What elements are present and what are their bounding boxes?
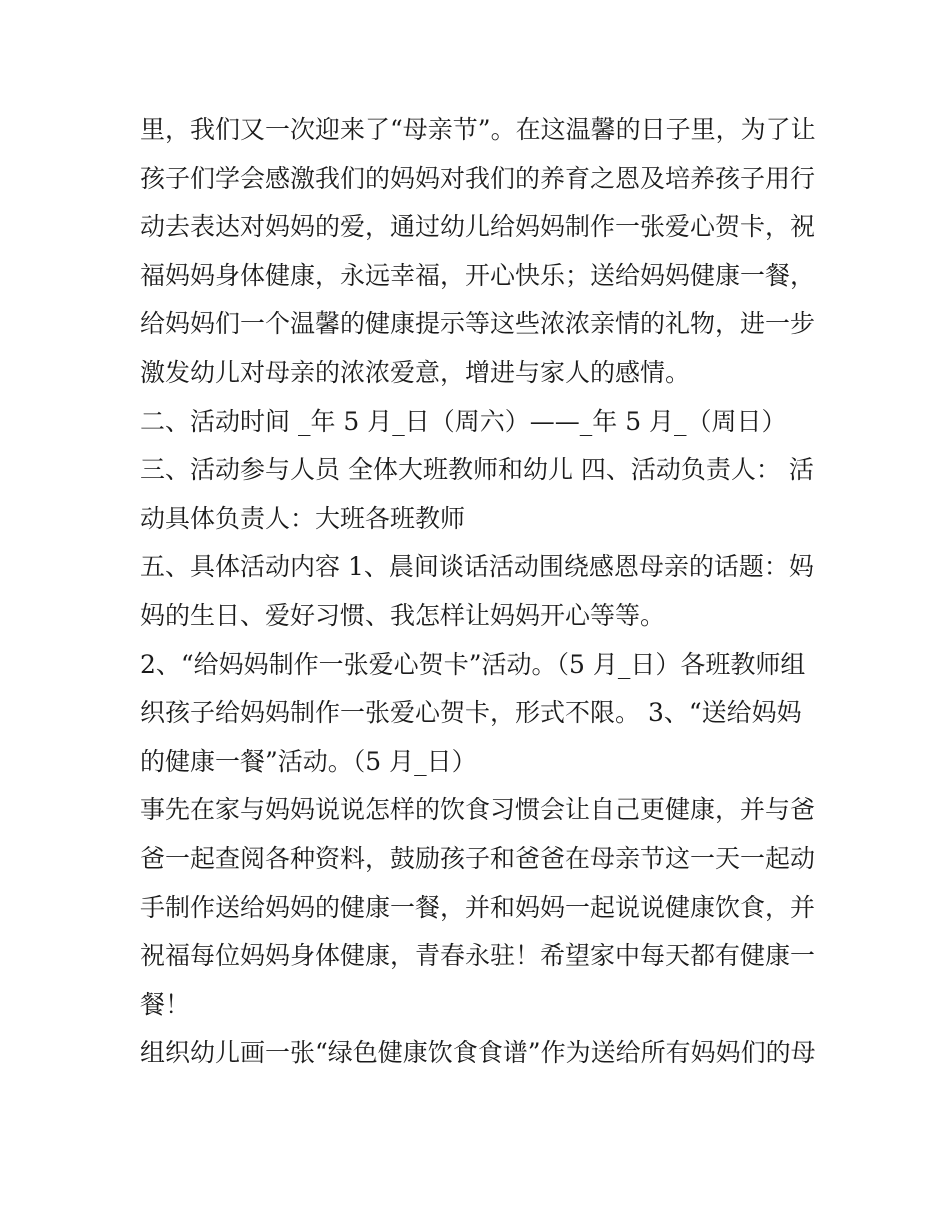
text-line: 福妈妈身体健康，永远幸福，开心快乐；送给妈妈健康一餐， xyxy=(140,260,816,290)
text-line: 孩子们学会感激我们的妈妈对我们的养育之恩及培养孩子用行 xyxy=(140,163,816,193)
text-line: 爸一起查阅各种资料，鼓励孩子和爸爸在母亲节这一天一起动 xyxy=(140,843,816,873)
section-heading-activity-content: 五、具体活动内容 1、晨间谈话活动围绕感恩母亲的话题：妈 xyxy=(140,552,814,582)
text-line: 组织幼儿画一张“绿色健康饮食食谱”作为送给所有妈妈们的母 xyxy=(140,1038,816,1068)
text-line: 动具体负责人：大班各班教师 xyxy=(140,503,466,533)
text-line: 餐！ xyxy=(140,989,191,1019)
text-line: 织孩子给妈妈制作一张爱心贺卡，形式不限。 3、“送给妈妈 xyxy=(140,698,802,728)
text-line: 祝福每位妈妈身体健康，青春永驻！希望家中每天都有健康一 xyxy=(140,941,816,971)
text-line: 手制作送给妈妈的健康一餐，并和妈妈一起说说健康饮食，并 xyxy=(140,892,816,922)
text-line: 事先在家与妈妈说说怎样的饮食习惯会让自己更健康，并与爸 xyxy=(140,795,816,825)
text-line: 妈的生日、爱好习惯、我怎样让妈妈开心等等。 xyxy=(140,600,666,630)
text-line: 2、“给妈妈制作一张爱心贺卡”活动。（5 月_日）各班教师组 xyxy=(140,649,806,679)
text-line: 激发幼儿对母亲的浓浓爱意，增进与家人的感情。 xyxy=(140,357,691,387)
text-line: 动去表达对妈妈的爱，通过幼儿给妈妈制作一张爱心贺卡，祝 xyxy=(140,212,816,242)
section-heading-activity-time: 二、活动时间 _年 5 月_日（周六）——_年 5 月_（周日） xyxy=(140,406,787,436)
text-line: 给妈妈们一个温馨的健康提示等这些浓浓亲情的礼物，进一步 xyxy=(140,309,816,339)
text-line: 的健康一餐”活动。（5 月_日） xyxy=(140,746,477,776)
document-body xyxy=(140,106,820,1078)
section-heading-participants: 三、活动参与人员 全体大班教师和幼儿 四、活动负责人： 活 xyxy=(140,455,814,485)
text-line: 里，我们又一次迎来了“母亲节”。在这温馨的日子里，为了让 xyxy=(140,115,816,144)
